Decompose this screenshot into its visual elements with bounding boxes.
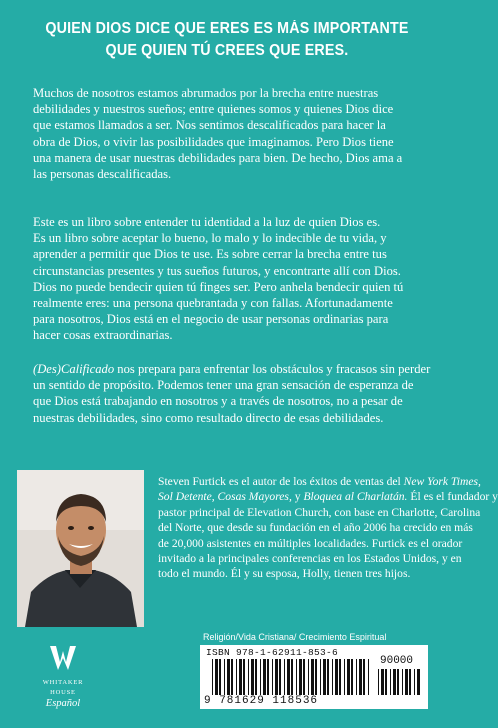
barcode-stripe bbox=[308, 659, 309, 695]
paragraph-line: debilidades y nuestros sueños; entre quienes somos y quienes Dios dice bbox=[33, 102, 394, 117]
barcode-stripe bbox=[215, 659, 218, 695]
barcode-stripe bbox=[332, 659, 333, 695]
paragraph-line: realmente eres: una persona quebrantada y con fallas. Afortunadamente bbox=[33, 296, 393, 311]
barcode-digits: 9 781629 118536 bbox=[204, 695, 319, 707]
barcode-stripe bbox=[397, 669, 399, 695]
paragraph-line: una manera de usar nuestras debilidades para bien. De hecho, Dios ama a bbox=[33, 150, 403, 165]
paragraph-3 bbox=[33, 361, 431, 426]
barcode-stripe bbox=[299, 659, 302, 695]
barcode-stripe bbox=[327, 659, 329, 695]
barcode-stripe bbox=[405, 669, 408, 695]
barcode-stripe bbox=[284, 659, 285, 695]
barcode-stripe bbox=[248, 659, 249, 695]
barcode-stripe bbox=[279, 659, 281, 695]
author-bio bbox=[158, 474, 498, 582]
paragraph-line: que Dios está trabajando en nosotros y a través de nosotros, no a pesar de bbox=[33, 394, 403, 409]
bio-line: del Norte, que desde su fundación en el año 2006 ha crecido en más bbox=[158, 521, 473, 535]
barcode-stripe bbox=[393, 669, 396, 695]
barcode-bars bbox=[212, 659, 372, 695]
bio-line bbox=[158, 489, 498, 504]
barcode-stripe bbox=[339, 659, 341, 695]
barcode-stripe bbox=[315, 659, 317, 695]
paragraph-1 bbox=[33, 85, 425, 182]
bio-line: todo el mundo. Él y su esposa, Holly, tienen tres hijos. bbox=[158, 567, 411, 581]
barcode-stripe bbox=[368, 659, 369, 695]
paragraph-line: hacer cosas extraordinarias. bbox=[33, 328, 173, 343]
headline-line-2: QUE QUIEN TÚ CREES QUE ERES. bbox=[105, 42, 349, 59]
barcode-stripe bbox=[291, 659, 293, 695]
author-photo bbox=[17, 470, 144, 627]
barcode-stripe bbox=[402, 669, 403, 695]
paragraph-line: Este es un libro sobre entender tu identidad a la luz de quien Dios es. bbox=[33, 215, 381, 229]
paragraph-text: nos prepara para enfrentar los obstáculos y fracasos sin perder bbox=[114, 362, 431, 376]
bio-line: de 20,000 asistentes en múltiples localidades. Furtick es el orador bbox=[158, 536, 463, 550]
barcode-stripe bbox=[344, 659, 345, 695]
barcode-stripe bbox=[359, 659, 362, 695]
paragraph-line: que estamos llamados a ser. Nos sentimos descalificados para hacer la bbox=[33, 118, 386, 133]
headline bbox=[18, 18, 436, 62]
author-portrait-illustration bbox=[17, 470, 144, 627]
paragraph-line: aprender a permitir que Dios te use. Es sobre cerrar la brecha entre tus bbox=[33, 247, 387, 262]
barcode-stripe bbox=[356, 659, 357, 695]
barcode-stripe bbox=[296, 659, 297, 695]
whitaker-w-icon bbox=[48, 642, 78, 672]
barcode-stripe bbox=[212, 659, 213, 695]
paragraph-line: Es un libro sobre aceptar lo bueno, lo malo y lo indecible de tu vida, y bbox=[33, 231, 387, 246]
paragraph-line: Dios no puede bendecir quien tú finges ser. Pero anhela bendecir quien tú bbox=[33, 279, 404, 294]
publisher-logo bbox=[24, 642, 102, 712]
price-barcode-bars bbox=[378, 669, 422, 695]
barcode-stripe bbox=[287, 659, 290, 695]
bio-italic-title: Bloquea al Charlatán. bbox=[303, 490, 408, 504]
bio-text: Steven Furtick es el autor de los éxitos de ventas del bbox=[158, 475, 404, 488]
barcode-stripe bbox=[243, 659, 245, 695]
paragraph-line: circunstancias presentes y tus sueños futuros, y encontrarte allí con Dios. bbox=[33, 263, 401, 278]
barcode-box bbox=[200, 645, 428, 709]
book-title: (Des)Calificado bbox=[33, 362, 115, 376]
isbn-text: ISBN 978-1-62911-853-6 bbox=[206, 647, 339, 658]
barcode-stripe bbox=[417, 669, 420, 695]
paragraph-line: las personas descalificadas. bbox=[33, 167, 172, 182]
paragraph-line: Muchos de nosotros estamos abrumados por la brecha entre nuestras bbox=[33, 86, 379, 100]
barcode-stripe bbox=[260, 659, 261, 695]
barcode-stripe bbox=[414, 669, 415, 695]
barcode-stripe bbox=[219, 659, 221, 695]
barcode-stripe bbox=[272, 659, 273, 695]
barcode-stripe bbox=[251, 659, 254, 695]
barcode-stripe bbox=[381, 669, 384, 695]
barcode-stripe bbox=[323, 659, 326, 695]
paragraph-first-line bbox=[33, 361, 431, 377]
barcode-stripe bbox=[263, 659, 266, 695]
barcode-stripe bbox=[390, 669, 391, 695]
paragraph-line: obra de Dios, o vivir las posibilidades que imaginamos. Pero Dios tiene bbox=[33, 134, 394, 149]
barcode-stripe bbox=[275, 659, 278, 695]
paragraph-line: para nosotros, Dios está en el negocio de usar personas ordinarias para bbox=[33, 312, 389, 327]
bio-line bbox=[158, 474, 481, 489]
price-code: 90000 bbox=[380, 655, 414, 667]
barcode-stripe bbox=[239, 659, 242, 695]
barcode-stripe bbox=[255, 659, 257, 695]
bio-text: y bbox=[291, 490, 304, 504]
barcode-stripe bbox=[335, 659, 338, 695]
publisher-name-line-2: HOUSE bbox=[50, 689, 76, 696]
category-label: Religión/Vida Cristiana/ Crecimiento Espiritual bbox=[203, 632, 387, 642]
barcode-stripe bbox=[224, 659, 225, 695]
barcode-stripe bbox=[227, 659, 230, 695]
barcode-stripe bbox=[351, 659, 353, 695]
barcode-stripe bbox=[347, 659, 350, 695]
barcode-stripe bbox=[385, 669, 387, 695]
barcode-stripe bbox=[320, 659, 321, 695]
barcode-stripe bbox=[231, 659, 233, 695]
barcode-stripe bbox=[303, 659, 305, 695]
barcode-stripe bbox=[236, 659, 237, 695]
publisher-name-line-1: WHITAKER bbox=[42, 679, 84, 686]
bio-line: invitado a la principales conferencias en los Estados Unidos, y en bbox=[158, 552, 462, 566]
bio-italic-title: New York Times, bbox=[403, 475, 481, 488]
barcode-stripe bbox=[409, 669, 411, 695]
bio-text: Él es el fundador y bbox=[407, 490, 498, 504]
publisher-sub: Español bbox=[45, 698, 81, 709]
paragraph-2 bbox=[33, 214, 425, 344]
bio-italic-title: Sol Detente, Cosas Mayores, bbox=[158, 490, 292, 504]
headline-line-1: QUIEN DIOS DICE QUE ERES ES MÁS IMPORTANTE bbox=[45, 20, 409, 37]
paragraph-line: un sentido de propósito. Podemos tener una gran sensación de esperanza de bbox=[33, 378, 414, 393]
barcode-stripe bbox=[378, 669, 379, 695]
barcode-stripe bbox=[267, 659, 269, 695]
barcode-stripe bbox=[311, 659, 314, 695]
bio-line: pastor principal de Elevation Church, con base en Charlotte, Carolina bbox=[158, 505, 481, 519]
paragraph-line: nuestras debilidades, sino como resultado directo de esas debilidades. bbox=[33, 410, 384, 425]
barcode-stripe bbox=[363, 659, 365, 695]
